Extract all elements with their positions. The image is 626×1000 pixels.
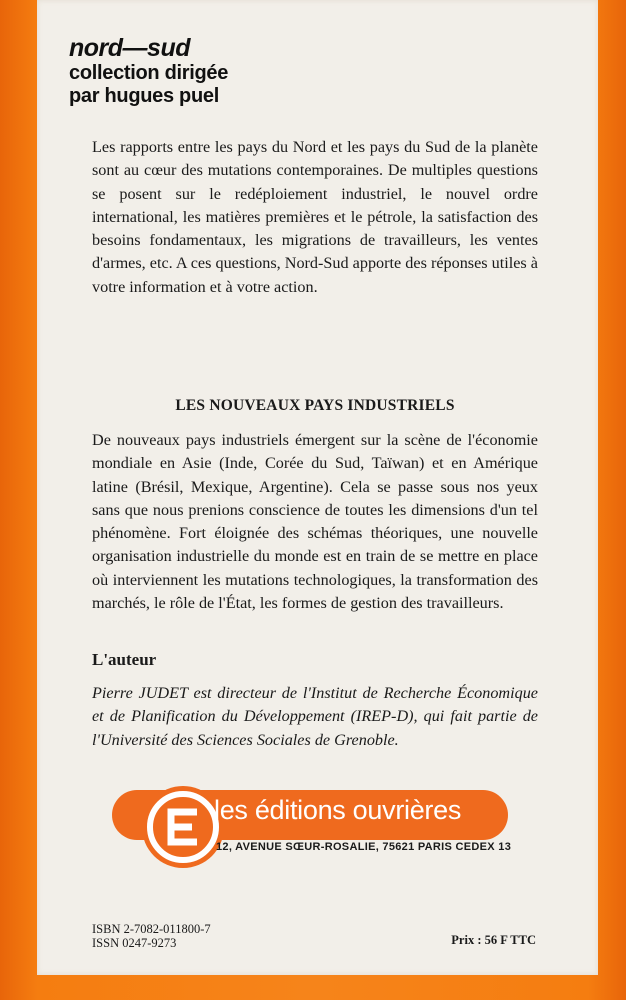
author-bio: Pierre JUDET est directeur de l'Institut de Recherche Économique et de Planification du Développement (IREP-D), qui fait partie de l'Université des Sciences Sociales de Grenoble. <box>92 684 538 749</box>
series-intro-paragraph: Les rapports entre les pays du Nord et les pays du Sud de la planète sont au cœur des mutations contemporaines. De multiples questions se posent sur le redéploiement industriel, le nouvel ordre international, les matières premières et le pétrole, la satisfaction des besoins fondamentaux, les migrations de travailleurs, les ventes d'armes, etc. A ces questions, Nord-Sud apporte des réponses utiles à votre information et à votre action. <box>92 138 538 296</box>
series-subtitle-line1: collection dirigée <box>69 62 229 84</box>
isbn: ISBN 2-7082-011800-7 <box>92 922 211 936</box>
issn: ISSN 0247-9273 <box>92 936 177 950</box>
author-heading: L'auteur <box>92 650 157 669</box>
series-title: nord—sud <box>69 34 190 62</box>
series-header <box>69 34 228 108</box>
series-subtitle-line2: par hugues puel <box>69 85 219 107</box>
price: Prix : 56 F TTC <box>451 933 536 947</box>
publisher-name: les éditions ouvrières <box>214 795 462 825</box>
publisher-banner <box>112 787 512 873</box>
book-title: LES NOUVEAUX PAYS INDUSTRIELS <box>175 397 455 414</box>
identifiers <box>92 922 211 950</box>
publisher-address: 12, AVENUE SŒUR-ROSALIE, 75621 PARIS CEDEX 13 <box>216 841 512 853</box>
book-description: De nouveaux pays industriels émergent sur la scène de l'économie mondiale en Asie (Inde, Corée du Sud, Taïwan) et en Amérique latine (Brésil, Mexique, Argentine). Cela se passe sous nos yeux sans que nous prenions conscience de toutes les dimensions d'un tel phénomène. Fort éloignée des schémas théoriques, une nouvelle organisation industrielle du monde est en train de se mettre en place où interviennent les mutations technologiques, la transformation des marchés, le rôle de l'État, les formes de gestion des travailleurs. <box>92 431 538 613</box>
e-circle-logo-icon <box>142 786 224 868</box>
